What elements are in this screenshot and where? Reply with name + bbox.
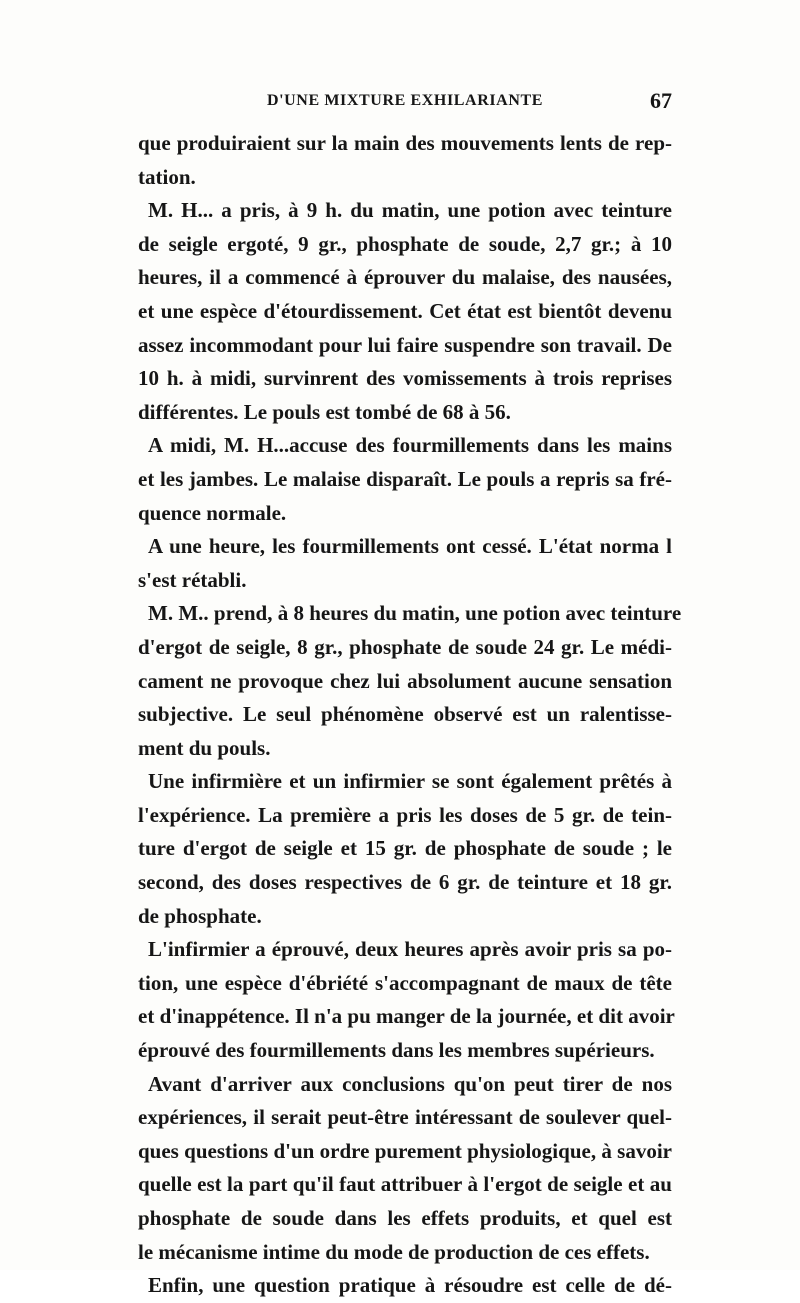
text-line: et d'inappétence. Il n'a pu manger de la journée, et dit avoir <box>138 1004 675 1029</box>
text-line: Enfin, une question pratique à résoudre est celle de dé- <box>148 1273 672 1298</box>
text-line: de seigle ergoté, 9 gr., phosphate de soude, 2,7 gr.; à 10 <box>138 231 672 256</box>
text-line: Une infirmière et un infirmier se sont également prêtés à <box>148 769 672 794</box>
text-line: M. M.. prend, à 8 heures du matin, une potion avec teinture <box>148 601 682 626</box>
text-line: le mécanisme intime du mode de production de ces effets. <box>138 1239 650 1264</box>
text-line: A midi, M. H...accuse des fourmillements dans les mains <box>148 433 672 458</box>
text-line: éprouvé des fourmillements dans les membres supérieurs. <box>138 1038 655 1063</box>
text-line: s'est rétabli. <box>138 567 247 592</box>
text-line: A une heure, les fourmillements ont cessé. L'état norma l <box>148 534 672 559</box>
running-head <box>138 88 672 122</box>
text-line: cament ne provoque chez lui absolument aucune sensation <box>138 668 672 693</box>
text-line: et une espèce d'étourdissement. Cet état est bientôt devenu <box>138 298 672 323</box>
text-line: d'ergot de seigle, 8 gr., phosphate de soude 24 gr. Le médi- <box>138 634 672 659</box>
text-line: heures, il a commencé à éprouver du malaise, des nausées, <box>138 265 672 290</box>
text-line: M. H... a pris, à 9 h. du matin, une potion avec teinture <box>148 198 672 223</box>
text-line: L'infirmier a éprouvé, deux heures après avoir pris sa po- <box>148 937 672 962</box>
text-line: ques questions d'un ordre purement physiologique, à savoir <box>138 1138 672 1163</box>
text-line: subjective. Le seul phénomène observé est un ralentisse- <box>138 702 672 727</box>
text-line: que produiraient sur la main des mouvements lents de rep- <box>138 131 672 155</box>
text-line: tion, une espèce d'ébriété s'accompagnant de maux de tête <box>138 970 672 995</box>
body-text <box>138 127 682 1303</box>
text-line: de phosphate. <box>138 903 262 928</box>
text-line: 10 h. à midi, survinrent des vomissements à trois reprises <box>138 366 672 391</box>
text-line: Avant d'arriver aux conclusions qu'on peut tirer de nos <box>148 1071 672 1096</box>
text-line: second, des doses respectives de 6 gr. de teinture et 18 gr. <box>138 870 672 895</box>
text-line: ture d'ergot de seigle et 15 gr. de phosphate de soude ; le <box>138 836 672 861</box>
text-line: assez incommodant pour lui faire suspendre son travail. De <box>138 332 672 357</box>
text-line: l'expérience. La première a pris les doses de 5 gr. de tein- <box>138 802 672 827</box>
text-line: différentes. Le pouls est tombé de 68 à 56. <box>138 399 511 424</box>
text-line: quence normale. <box>138 500 287 525</box>
text-line: et les jambes. Le malaise disparaît. Le pouls a repris sa fré- <box>138 466 672 491</box>
text-line: tation. <box>138 164 196 189</box>
text-line: ment du pouls. <box>138 735 271 760</box>
page-number: 67 <box>650 88 672 113</box>
text-line: phosphate de soude dans les effets produits, et quel est <box>138 1206 672 1230</box>
text-line: quelle est la part qu'il faut attribuer à l'ergot de seigle et au <box>138 1172 672 1197</box>
text-line: expériences, il serait peut-être intéressant de soulever quel- <box>138 1105 672 1130</box>
running-title: D'UNE MIXTURE EXHILARIANTE <box>266 92 544 109</box>
